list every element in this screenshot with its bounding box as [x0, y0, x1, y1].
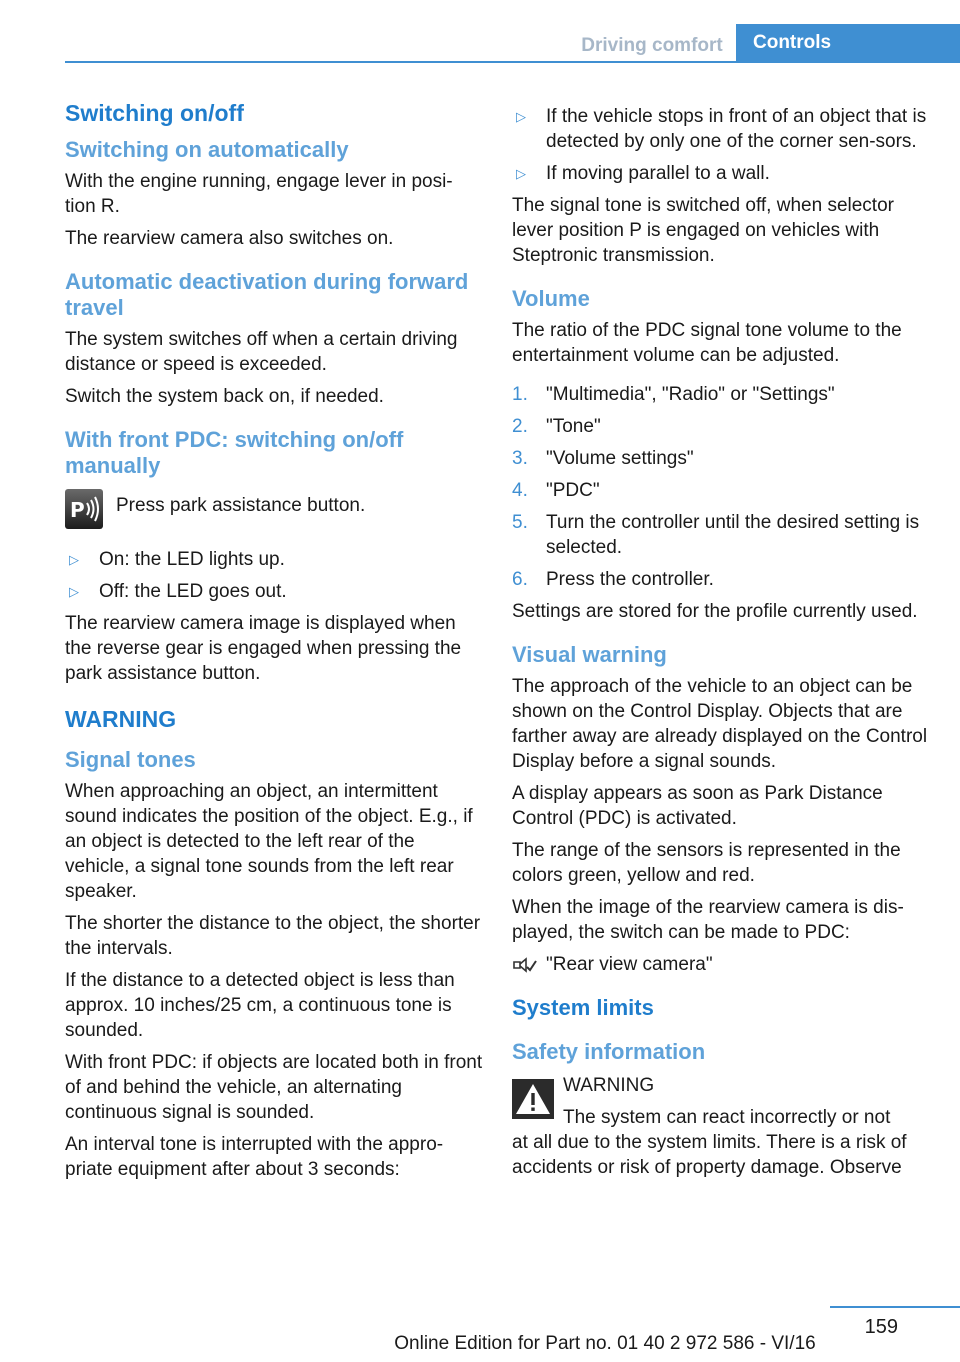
heading-volume: Volume	[512, 286, 590, 311]
led-list	[65, 547, 483, 604]
warning-title: WARNING	[563, 1075, 655, 1096]
park-assist-button-icon	[65, 489, 103, 536]
bullet-marker: ▷	[516, 109, 526, 124]
volume-steps	[512, 382, 930, 592]
paragraph: An interval tone is interrupted with the appro-priate equipment after about 3 seconds:	[65, 1134, 444, 1180]
heading-visual-warning: Visual warning	[512, 642, 667, 667]
list-item: 3. "Volume settings"	[512, 448, 694, 469]
heading-warning: WARNING	[65, 706, 177, 732]
warning-line1: The system can react incorrectly or not	[563, 1107, 891, 1128]
list-item: 1. "Multimedia", "Radio" or "Settings"	[512, 384, 835, 405]
header-rule	[65, 61, 960, 63]
heading-system-limits: System limits	[512, 995, 654, 1020]
heading-auto-off: Automatic deactivation during forward travel	[65, 269, 469, 320]
heading-signal-tones: Signal tones	[65, 747, 196, 772]
paragraph: Settings are stored for the profile currently used.	[512, 601, 918, 622]
paragraph: When approaching an object, an intermittent sound indicates the position of the object. E.g., if an object is detected to the left rear of the vehicle, a signal tone sounds from the left rear speaker.	[65, 781, 473, 902]
interval-list	[512, 104, 930, 186]
paragraph: The ratio of the PDC signal tone volume to the entertainment volume can be adjusted.	[512, 320, 902, 366]
header-section: Driving comfort	[581, 35, 723, 56]
paragraph: The rearview camera also switches on.	[65, 228, 394, 249]
park-button-row	[65, 493, 483, 533]
paragraph: When the image of the rearview camera is dis-played, the switch can be made to PDC:	[512, 897, 904, 943]
camera-row	[512, 952, 930, 977]
list-item: ▷ If the vehicle stops in front of an object that is detected by only one of the corner sen-sors.	[516, 106, 927, 152]
heading-front-pdc: With front PDC: switching on/off manually	[65, 427, 404, 478]
svg-text:P: P	[70, 498, 85, 522]
list-item: 2. "Tone"	[512, 416, 601, 437]
bullet-marker: ▷	[69, 552, 79, 567]
left-column	[65, 100, 483, 1189]
list-item: 6. Press the controller.	[512, 569, 714, 590]
paragraph: The rearview camera image is displayed when the reverse gear is engaged when pressing the park assistance button.	[65, 613, 462, 684]
paragraph: With the engine running, engage lever in posi-tion R.	[65, 171, 453, 217]
paragraph: With front PDC: if objects are located both in front of and behind the vehicle, an alternating continuous signal is sounded.	[65, 1052, 483, 1123]
list-item: ▷ On: the LED lights up.	[69, 549, 285, 570]
list-item: ▷ If moving parallel to a wall.	[516, 163, 770, 184]
heading-safety: Safety information	[512, 1039, 706, 1064]
warning-text: at all due to the system limits. There is a risk of accidents or risk of property damage. Observe	[512, 1132, 907, 1178]
paragraph: Switch the system back on, if needed.	[65, 386, 384, 407]
bullet-marker: ▷	[69, 584, 79, 599]
press-park-text: Press park assistance button.	[116, 495, 366, 516]
paragraph: If the distance to a detected object is less than approx. 10 inches/25 cm, a continuous tone is sounded.	[65, 970, 455, 1041]
page-number: 159	[864, 1316, 898, 1338]
rear-camera-icon	[512, 955, 538, 982]
bullet-marker: ▷	[516, 166, 526, 181]
list-item: 4. "PDC"	[512, 480, 600, 501]
heading-auto-on: Switching on automatically	[65, 137, 349, 162]
paragraph: The signal tone is switched off, when selector lever position P is engaged on vehicles with Steptronic transmission.	[512, 195, 894, 266]
paragraph: The approach of the vehicle to an object can be shown on the Control Display. Objects that are farther away are already displayed on the Control Display before a signal sounds.	[512, 676, 928, 772]
rear-view-camera-label: "Rear view camera"	[546, 954, 713, 975]
list-item: ▷ Off: the LED goes out.	[69, 581, 287, 602]
paragraph: The system switches off when a certain driving distance or speed is exceeded.	[65, 329, 458, 375]
warning-triangle-icon	[512, 1079, 554, 1126]
header-chapter: Controls	[736, 24, 960, 62]
paragraph: A display appears as soon as Park Distance Control (PDC) is activated.	[512, 783, 883, 829]
footer-rule	[830, 1306, 960, 1308]
right-column	[512, 104, 930, 1180]
paragraph: The shorter the distance to the object, the shorter the intervals.	[65, 913, 481, 959]
paragraph: The range of the sensors is represented in the colors green, yellow and red.	[512, 840, 901, 886]
edition-footer: Online Edition for Part no. 01 40 2 972 586 - VI/16	[394, 1333, 816, 1354]
heading-switching: Switching on/off	[65, 100, 244, 126]
warning-box	[512, 1073, 930, 1180]
list-item: 5. Turn the controller until the desired setting is selected.	[512, 512, 920, 558]
